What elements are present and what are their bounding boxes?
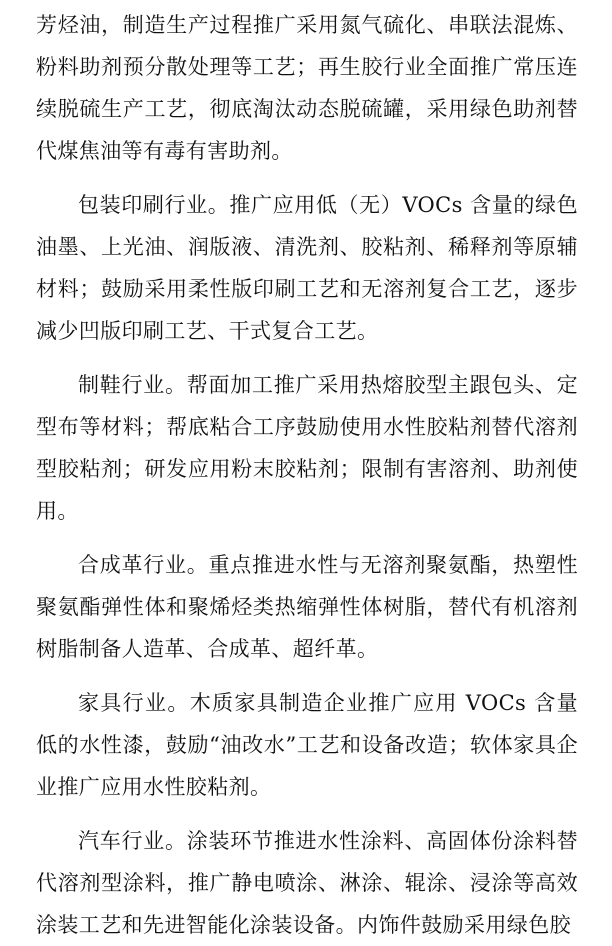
paragraph-automotive: 汽车行业。涂装环节推进水性涂料、高固体份涂料替代溶剂型涂料，推广静电喷涂、淋涂、辊涂、浸涂等高效涂装工艺和先进智能化涂装设备。内饰件鼓励采用绿色胶 [36, 829, 578, 937]
paragraph-furniture: 家具行业。木质家具制造企业推广应用 VOCs 含量低的水性漆，鼓励“油改水”工艺和设备改造；软体家具企业推广应用水性胶粘剂。 [36, 691, 578, 799]
paragraph-synthetic-leather: 合成革行业。重点推进水性与无溶剂聚氨酯，热塑性聚氨酯弹性体和聚烯烃类热缩弹性体树脂，替代有机溶剂树脂制备人造革、合成革、超纤革。 [36, 553, 578, 661]
paragraph-rubber-industry: 芳烃油，制造生产过程推广采用氮气硫化、串联法混炼、粉料助剂预分散处理等工艺；再生胶行业全面推广常压连续脱硫生产工艺，彻底淘汰动态脱硫罐，采用绿色助剂替代煤焦油等有毒有害助剂。 [36, 13, 578, 163]
paragraph-shoemaking: 制鞋行业。帮面加工推广采用热熔胶型主跟包头、定型布等材料；帮底粘合工序鼓励使用水性胶粘剂替代溶剂型胶粘剂；研发应用粉末胶粘剂；限制有害溶剂、助剂使用。 [36, 373, 578, 523]
paragraph-packaging-printing: 包装印刷行业。推广应用低（无）VOCs 含量的绿色油墨、上光油、润版液、清洗剂、胶粘剂、稀释剂等原辅材料；鼓励采用柔性版印刷工艺和无溶剂复合工艺，逐步减少凹版印刷工艺、干式复合工艺。 [36, 193, 578, 343]
